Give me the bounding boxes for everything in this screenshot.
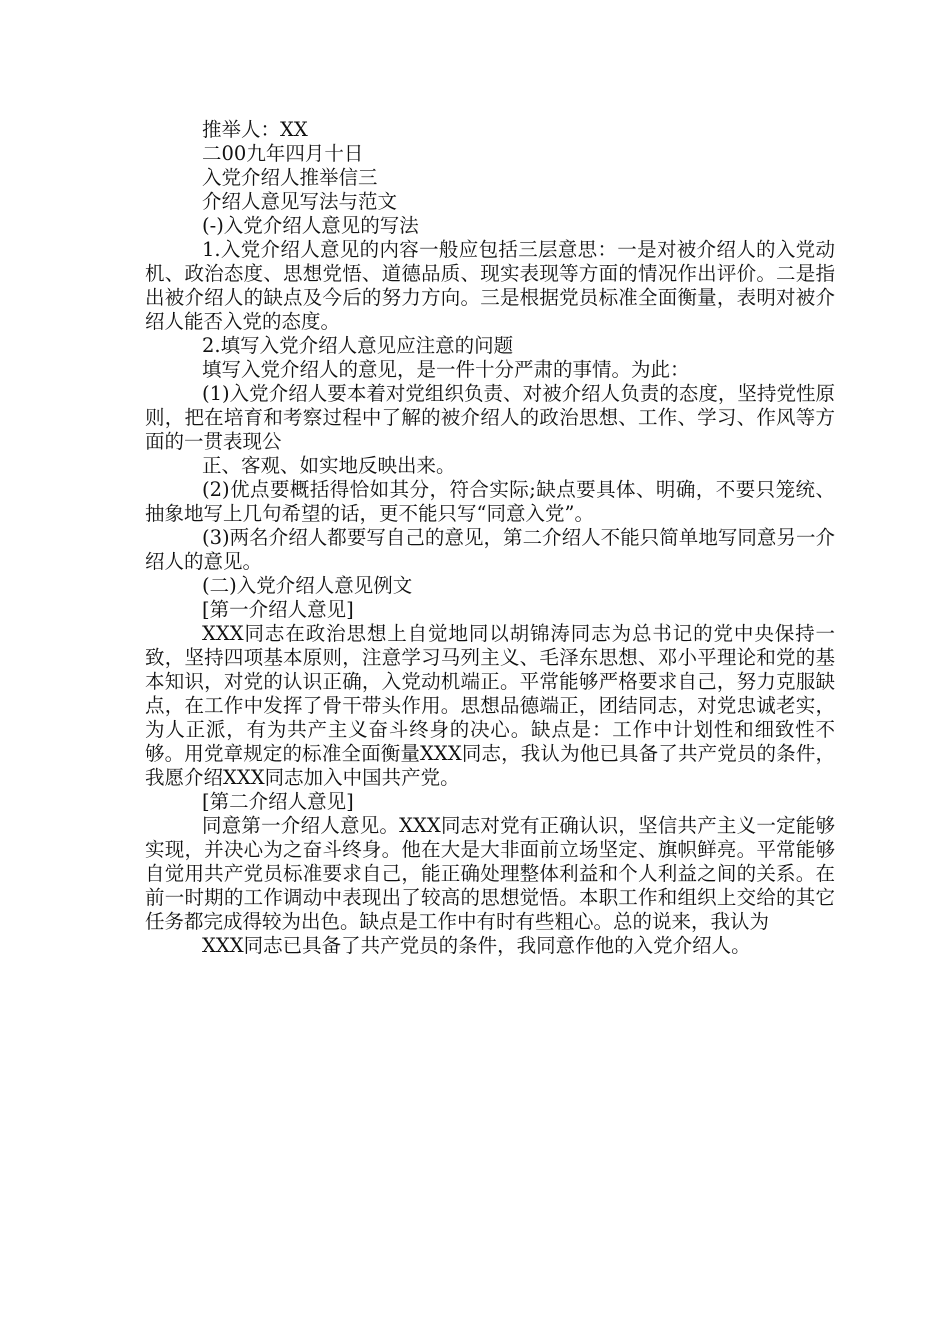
paragraph-note-2: (2)优点要概括得恰如其分，符合实际;缺点要具体、明确，不要只笼统、抽象地写上几句希望的话，更不能只写“同意入党”。 <box>145 478 835 525</box>
subsection-heading-1: (-)入党介绍人意见的写法 <box>202 214 419 237</box>
document-body <box>145 118 835 958</box>
section-heading: 介绍人意见写法与范文 <box>202 190 398 213</box>
second-recommender-label: [第二介绍人意见] <box>202 790 354 813</box>
paragraph-content-layers: 1.入党介绍人意见的内容一般应包括三层意思：一是对被介绍人的入党动机、政治态度、思想党悟、道德品质、现实表现等方面的情况作出评价。二是指出被介绍人的缺点及今后的努力方向。三是根据党员标准全面衡量，表明对被介绍人能否入党的态度。 <box>145 238 835 333</box>
paragraph-notes-heading: 2.填写入党介绍人意见应注意的问题 <box>202 334 514 357</box>
first-recommender-label: [第一介绍人意见] <box>202 598 354 621</box>
first-recommender-opinion: XXX同志在政治思想上自觉地同以胡锦涛同志为总书记的党中央保持一致，坚持四项基本原则，注意学习马列主义、毛泽东思想、邓小平理论和党的基本知识，对党的认识正确，入党动机端正。平常能够严格要求自己，努力克服缺点，在工作中发挥了骨干带头作用。思想品德端正，团结同志，对党忠诚老实，为人正派，有为共产主义奋斗终身的决心。缺点是：工作中计划性和细致性不够。用党章规定的标准全面衡量XXX同志，我认为他已具备了共产党员的条件，我愿介绍XXX同志加入中国共产党。 <box>145 622 835 789</box>
paragraph-note-1-cont: 正、客观、如实地反映出来。 <box>202 454 456 477</box>
paragraph-note-3: (3)两名介绍人都要写自己的意见，第二介绍人不能只简单地写同意另一介绍人的意见。 <box>145 526 835 573</box>
paragraph-note-1: (1)入党介绍人要本着对党组织负责、对被介绍人负责的态度，坚持党性原则，把在培育和考察过程中了解的被介绍人的政治思想、工作、学习、作风等方面的一贯表现公 <box>145 382 835 453</box>
recommender-line: 推举人：XX <box>202 118 308 141</box>
second-recommender-conclusion: XXX同志已具备了共产党员的条件，我同意作他的入党介绍人。 <box>202 934 751 957</box>
subsection-heading-2: (二)入党介绍人意见例文 <box>202 574 413 597</box>
paragraph-notes-intro: 填写入党介绍人的意见，是一件十分严肃的事情。为此： <box>202 358 690 381</box>
letter-title: 入党介绍人推举信三 <box>202 166 378 189</box>
second-recommender-opinion: 同意第一介绍人意见。XXX同志对党有正确认识，坚信共产主义一定能够实现，并决心为之奋斗终身。他在大是大非面前立场坚定、旗帜鲜亮。平常能够自觉用共产党员标准要求自己，能正确处理整体利益和个人利益之间的关系。在前一时期的工作调动中表现出了较高的思想觉悟。本职工作和组织上交给的其它任务都完成得较为出色。缺点是工作中有时有些粗心。总的说来，我认为 <box>145 814 835 933</box>
date-line: 二00九年四月十日 <box>202 142 364 165</box>
